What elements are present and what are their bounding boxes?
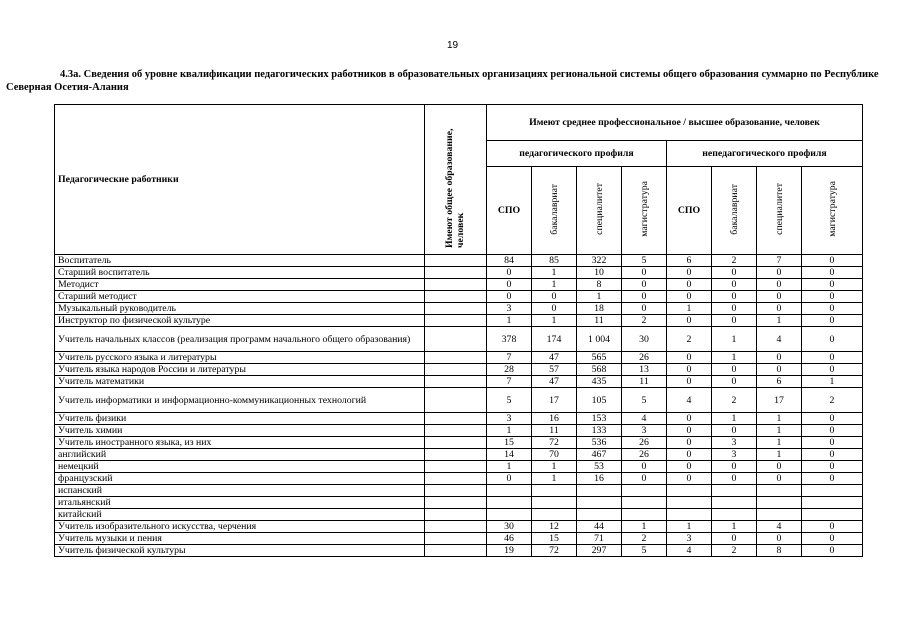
cell-nonped-bak: 1 <box>712 352 757 364</box>
cell-nonped-spec: 6 <box>757 376 802 388</box>
page-number: 19 <box>446 40 459 51</box>
table-header <box>55 105 863 255</box>
cell-nonped-spo: 0 <box>667 437 712 449</box>
header-group: Имеют среднее профессиональное / высшее образование, человек <box>487 105 863 141</box>
cell-nonped-spo: 0 <box>667 352 712 364</box>
cell-ped-bak: 1 <box>532 473 577 485</box>
cell-ped-spec: 322 <box>577 255 622 267</box>
cell-nonped-bak: 3 <box>712 437 757 449</box>
header-nonped-bak: бакалавриат <box>712 167 757 255</box>
cell-ped-bak <box>532 497 577 509</box>
cell-nonped-spo: 0 <box>667 473 712 485</box>
cell-ped-bak: 0 <box>532 291 577 303</box>
header-ped-bak: бакалавриат <box>532 167 577 255</box>
header-ped-spec: специалитет <box>577 167 622 255</box>
cell-ped-mag: 0 <box>622 473 667 485</box>
cell-nonped-spec: 1 <box>757 413 802 425</box>
cell-ped-mag: 0 <box>622 279 667 291</box>
cell-nonped-spec <box>757 485 802 497</box>
cell-ped-spo: 84 <box>487 255 532 267</box>
cell-nonped-spo: 0 <box>667 461 712 473</box>
table-row <box>55 255 863 267</box>
cell-general-education <box>425 521 487 533</box>
table-row <box>55 327 863 352</box>
cell-ped-mag: 0 <box>622 291 667 303</box>
cell-nonped-bak: 0 <box>712 315 757 327</box>
cell-nonped-spo: 0 <box>667 267 712 279</box>
cell-ped-spo: 3 <box>487 413 532 425</box>
header-nonped-spo: СПО <box>667 167 712 255</box>
cell-ped-spo: 28 <box>487 364 532 376</box>
cell-ped-spo: 7 <box>487 376 532 388</box>
cell-nonped-spo: 0 <box>667 291 712 303</box>
cell-nonped-spec: 0 <box>757 267 802 279</box>
header-workers: Педагогические работники <box>55 105 425 255</box>
cell-nonped-mag: 0 <box>802 473 863 485</box>
cell-ped-bak: 1 <box>532 315 577 327</box>
cell-nonped-spo <box>667 485 712 497</box>
cell-general-education <box>425 279 487 291</box>
cell-nonped-spo: 1 <box>667 303 712 315</box>
cell-ped-spo: 0 <box>487 473 532 485</box>
cell-nonped-bak: 1 <box>712 521 757 533</box>
row-label: Учитель химии <box>55 425 425 437</box>
cell-nonped-mag: 0 <box>802 315 863 327</box>
cell-ped-bak: 17 <box>532 388 577 413</box>
cell-ped-mag: 30 <box>622 327 667 352</box>
cell-ped-spo: 46 <box>487 533 532 545</box>
cell-nonped-bak <box>712 509 757 521</box>
row-label: немецкий <box>55 461 425 473</box>
cell-ped-spec: 1 004 <box>577 327 622 352</box>
cell-general-education <box>425 461 487 473</box>
cell-ped-spec: 297 <box>577 545 622 557</box>
cell-nonped-mag: 1 <box>802 376 863 388</box>
cell-nonped-spec: 4 <box>757 327 802 352</box>
cell-nonped-bak: 0 <box>712 267 757 279</box>
header-ped-profile: педагогического профиля <box>487 141 667 167</box>
cell-ped-bak <box>532 509 577 521</box>
row-label: итальянский <box>55 497 425 509</box>
cell-ped-bak: 47 <box>532 352 577 364</box>
cell-ped-mag: 2 <box>622 533 667 545</box>
cell-general-education <box>425 255 487 267</box>
row-label: Учитель физической культуры <box>55 545 425 557</box>
cell-nonped-spec <box>757 497 802 509</box>
cell-ped-mag: 5 <box>622 388 667 413</box>
cell-nonped-spec: 1 <box>757 425 802 437</box>
cell-ped-spec: 8 <box>577 279 622 291</box>
cell-nonped-bak: 0 <box>712 425 757 437</box>
cell-nonped-bak: 0 <box>712 364 757 376</box>
cell-ped-spo: 378 <box>487 327 532 352</box>
cell-ped-spec: 44 <box>577 521 622 533</box>
cell-nonped-bak <box>712 497 757 509</box>
cell-nonped-mag: 0 <box>802 449 863 461</box>
cell-ped-mag: 5 <box>622 545 667 557</box>
cell-ped-spo <box>487 509 532 521</box>
cell-nonped-bak: 2 <box>712 545 757 557</box>
cell-ped-spec: 133 <box>577 425 622 437</box>
table-row <box>55 364 863 376</box>
row-label: Старший методист <box>55 291 425 303</box>
cell-ped-spec: 467 <box>577 449 622 461</box>
cell-ped-bak: 174 <box>532 327 577 352</box>
row-label: Воспитатель <box>55 255 425 267</box>
cell-ped-spo: 1 <box>487 315 532 327</box>
cell-general-education <box>425 291 487 303</box>
cell-nonped-mag: 0 <box>802 327 863 352</box>
cell-ped-spec <box>577 509 622 521</box>
cell-ped-spec: 18 <box>577 303 622 315</box>
cell-nonped-bak: 0 <box>712 473 757 485</box>
cell-nonped-bak: 1 <box>712 327 757 352</box>
cell-ped-spec: 435 <box>577 376 622 388</box>
cell-nonped-spo: 0 <box>667 413 712 425</box>
cell-ped-spo: 1 <box>487 425 532 437</box>
row-label: испанский <box>55 485 425 497</box>
cell-nonped-bak: 3 <box>712 449 757 461</box>
cell-nonped-bak: 2 <box>712 388 757 413</box>
cell-ped-bak <box>532 485 577 497</box>
cell-nonped-mag: 0 <box>802 267 863 279</box>
cell-nonped-mag: 0 <box>802 291 863 303</box>
cell-nonped-spo <box>667 509 712 521</box>
cell-nonped-spec: 0 <box>757 473 802 485</box>
cell-ped-spec: 105 <box>577 388 622 413</box>
cell-ped-mag: 4 <box>622 413 667 425</box>
cell-ped-spo: 14 <box>487 449 532 461</box>
cell-nonped-spec: 1 <box>757 315 802 327</box>
cell-nonped-bak: 0 <box>712 461 757 473</box>
cell-ped-spo: 1 <box>487 461 532 473</box>
cell-ped-mag: 3 <box>622 425 667 437</box>
table-row <box>55 437 863 449</box>
cell-nonped-mag <box>802 497 863 509</box>
row-label: французский <box>55 473 425 485</box>
cell-nonped-spo: 0 <box>667 376 712 388</box>
header-ped-mag: магистратура <box>622 167 667 255</box>
cell-nonped-bak: 0 <box>712 279 757 291</box>
qualification-table <box>54 104 863 557</box>
table-row <box>55 545 863 557</box>
table-row <box>55 473 863 485</box>
cell-general-education <box>425 364 487 376</box>
table-row <box>55 291 863 303</box>
cell-ped-mag <box>622 497 667 509</box>
table-row <box>55 533 863 545</box>
cell-ped-spo: 0 <box>487 267 532 279</box>
cell-ped-spec: 536 <box>577 437 622 449</box>
cell-nonped-mag <box>802 509 863 521</box>
cell-ped-bak: 12 <box>532 521 577 533</box>
row-label: Старший воспитатель <box>55 267 425 279</box>
row-label: Методист <box>55 279 425 291</box>
cell-nonped-spec: 1 <box>757 437 802 449</box>
header-nonped-spec: специалитет <box>757 167 802 255</box>
cell-ped-bak: 70 <box>532 449 577 461</box>
cell-nonped-spec <box>757 509 802 521</box>
cell-ped-bak: 1 <box>532 461 577 473</box>
table-row <box>55 352 863 364</box>
cell-ped-mag: 0 <box>622 303 667 315</box>
cell-nonped-spo: 0 <box>667 315 712 327</box>
cell-general-education <box>425 327 487 352</box>
cell-ped-bak: 72 <box>532 545 577 557</box>
cell-general-education <box>425 449 487 461</box>
cell-nonped-spo <box>667 497 712 509</box>
cell-ped-spec: 16 <box>577 473 622 485</box>
table-row <box>55 461 863 473</box>
cell-nonped-bak <box>712 485 757 497</box>
cell-nonped-spec: 0 <box>757 461 802 473</box>
cell-general-education <box>425 497 487 509</box>
cell-ped-spec: 565 <box>577 352 622 364</box>
cell-ped-spo: 3 <box>487 303 532 315</box>
cell-nonped-bak: 0 <box>712 291 757 303</box>
row-label: китайский <box>55 509 425 521</box>
cell-general-education <box>425 437 487 449</box>
table-row <box>55 315 863 327</box>
cell-nonped-mag: 0 <box>802 352 863 364</box>
cell-ped-spo: 15 <box>487 437 532 449</box>
cell-nonped-spo: 1 <box>667 521 712 533</box>
row-label: Музыкальный руководитель <box>55 303 425 315</box>
cell-ped-spec: 1 <box>577 291 622 303</box>
cell-ped-mag: 11 <box>622 376 667 388</box>
cell-general-education <box>425 352 487 364</box>
cell-nonped-spec: 1 <box>757 449 802 461</box>
cell-general-education <box>425 413 487 425</box>
cell-nonped-spo: 0 <box>667 425 712 437</box>
cell-nonped-mag: 2 <box>802 388 863 413</box>
row-label: Учитель языка народов России и литературы <box>55 364 425 376</box>
cell-nonped-spec: 0 <box>757 364 802 376</box>
cell-nonped-spo: 3 <box>667 533 712 545</box>
cell-ped-bak: 72 <box>532 437 577 449</box>
row-label: Учитель русского языка и литературы <box>55 352 425 364</box>
cell-general-education <box>425 533 487 545</box>
cell-nonped-mag: 0 <box>802 425 863 437</box>
cell-ped-mag: 5 <box>622 255 667 267</box>
cell-nonped-mag: 0 <box>802 279 863 291</box>
cell-nonped-spo: 6 <box>667 255 712 267</box>
row-label: Учитель музыки и пения <box>55 533 425 545</box>
row-label: Учитель математики <box>55 376 425 388</box>
cell-general-education <box>425 545 487 557</box>
cell-general-education <box>425 509 487 521</box>
table-row <box>55 279 863 291</box>
cell-ped-spec <box>577 497 622 509</box>
cell-ped-mag: 26 <box>622 449 667 461</box>
cell-nonped-mag: 0 <box>802 364 863 376</box>
cell-ped-bak: 57 <box>532 364 577 376</box>
cell-ped-spo <box>487 497 532 509</box>
cell-nonped-mag: 0 <box>802 413 863 425</box>
document-title: 4.3а. Сведения об уровне квалификации педагогических работников в образовательных организациях региональной системы общего образования суммарно по Республике Северная Осетия-Алания <box>6 69 879 93</box>
cell-nonped-bak: 0 <box>712 376 757 388</box>
cell-ped-mag <box>622 485 667 497</box>
cell-ped-mag: 13 <box>622 364 667 376</box>
table-row <box>55 376 863 388</box>
cell-nonped-mag: 0 <box>802 437 863 449</box>
cell-nonped-mag: 0 <box>802 521 863 533</box>
row-label: Учитель начальных классов (реализация программ начального общего образования) <box>55 327 425 352</box>
cell-nonped-bak: 0 <box>712 303 757 315</box>
cell-nonped-mag: 0 <box>802 461 863 473</box>
table-row <box>55 497 863 509</box>
cell-ped-bak: 1 <box>532 267 577 279</box>
row-label: Учитель физики <box>55 413 425 425</box>
row-label: Учитель изобразительного искусства, черчения <box>55 521 425 533</box>
cell-ped-spec: 10 <box>577 267 622 279</box>
cell-ped-bak: 47 <box>532 376 577 388</box>
table-row <box>55 388 863 413</box>
cell-ped-mag: 0 <box>622 461 667 473</box>
cell-ped-spec: 53 <box>577 461 622 473</box>
cell-ped-bak: 15 <box>532 533 577 545</box>
cell-nonped-mag: 0 <box>802 533 863 545</box>
cell-general-education <box>425 473 487 485</box>
cell-nonped-bak: 0 <box>712 533 757 545</box>
table-row <box>55 521 863 533</box>
cell-general-education <box>425 303 487 315</box>
cell-ped-bak: 85 <box>532 255 577 267</box>
header-general-education: Имеют общее образование, человек <box>425 105 487 255</box>
cell-ped-spec: 153 <box>577 413 622 425</box>
table-row <box>55 303 863 315</box>
cell-nonped-mag <box>802 485 863 497</box>
table-row <box>55 413 863 425</box>
cell-nonped-spo: 0 <box>667 279 712 291</box>
cell-general-education <box>425 376 487 388</box>
cell-general-education <box>425 485 487 497</box>
cell-nonped-spec: 7 <box>757 255 802 267</box>
cell-ped-spo <box>487 485 532 497</box>
cell-ped-mag <box>622 509 667 521</box>
cell-ped-spec: 71 <box>577 533 622 545</box>
cell-nonped-spec: 0 <box>757 291 802 303</box>
cell-nonped-bak: 2 <box>712 255 757 267</box>
cell-ped-mag: 0 <box>622 267 667 279</box>
cell-ped-mag: 26 <box>622 352 667 364</box>
row-label: Учитель информатики и информационно-коммуникационных технологий <box>55 388 425 413</box>
cell-ped-spo: 30 <box>487 521 532 533</box>
cell-nonped-spec: 0 <box>757 352 802 364</box>
row-label: Учитель иностранного языка, из них <box>55 437 425 449</box>
cell-nonped-spo: 4 <box>667 388 712 413</box>
cell-nonped-mag: 0 <box>802 545 863 557</box>
cell-nonped-spec: 17 <box>757 388 802 413</box>
cell-nonped-spec: 8 <box>757 545 802 557</box>
cell-ped-spo: 5 <box>487 388 532 413</box>
cell-ped-spo: 0 <box>487 291 532 303</box>
header-nonped-mag: магистратура <box>802 167 863 255</box>
cell-ped-spec <box>577 485 622 497</box>
table-row <box>55 485 863 497</box>
cell-nonped-spo: 4 <box>667 545 712 557</box>
cell-ped-bak: 1 <box>532 279 577 291</box>
cell-nonped-spec: 4 <box>757 521 802 533</box>
table-row <box>55 267 863 279</box>
cell-ped-bak: 0 <box>532 303 577 315</box>
cell-ped-bak: 11 <box>532 425 577 437</box>
table-row <box>55 509 863 521</box>
cell-ped-mag: 2 <box>622 315 667 327</box>
cell-ped-mag: 26 <box>622 437 667 449</box>
cell-nonped-spo: 0 <box>667 449 712 461</box>
header-ped-spo: СПО <box>487 167 532 255</box>
cell-ped-spec: 568 <box>577 364 622 376</box>
cell-nonped-spo: 2 <box>667 327 712 352</box>
cell-nonped-spec: 0 <box>757 279 802 291</box>
row-label: английский <box>55 449 425 461</box>
cell-nonped-spec: 0 <box>757 303 802 315</box>
table-row <box>55 449 863 461</box>
table-row <box>55 425 863 437</box>
cell-nonped-bak: 1 <box>712 413 757 425</box>
cell-nonped-mag: 0 <box>802 303 863 315</box>
cell-nonped-spec: 0 <box>757 533 802 545</box>
cell-nonped-mag: 0 <box>802 255 863 267</box>
cell-general-education <box>425 388 487 413</box>
table-body <box>55 255 863 557</box>
cell-ped-spo: 7 <box>487 352 532 364</box>
cell-general-education <box>425 267 487 279</box>
header-nonped-profile: непедагогического профиля <box>667 141 863 167</box>
row-label: Инструктор по физической культуре <box>55 315 425 327</box>
cell-ped-bak: 16 <box>532 413 577 425</box>
cell-ped-mag: 1 <box>622 521 667 533</box>
cell-ped-spo: 0 <box>487 279 532 291</box>
cell-ped-spo: 19 <box>487 545 532 557</box>
cell-general-education <box>425 425 487 437</box>
cell-ped-spec: 11 <box>577 315 622 327</box>
cell-general-education <box>425 315 487 327</box>
cell-nonped-spo: 0 <box>667 364 712 376</box>
